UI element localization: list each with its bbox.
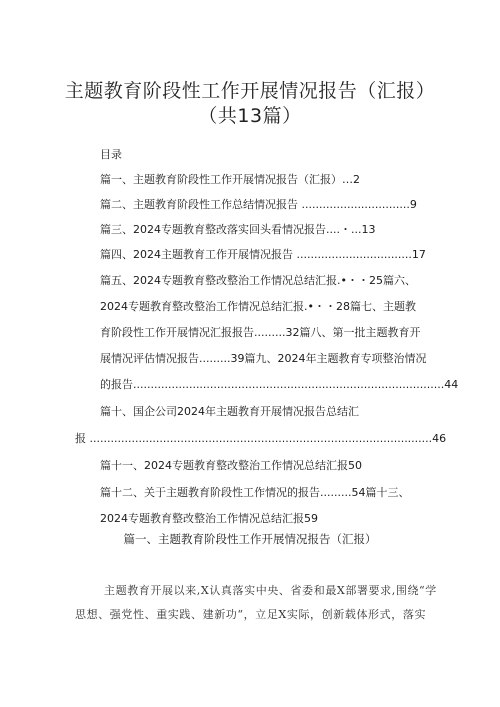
toc-entry[interactable]: 展情况评估情况报告.........39篇九、2024年主题教育专项整治情况 — [100, 352, 427, 365]
toc-entry[interactable]: 育阶段性工作开展情况汇报报告.........32篇八、第一批主题教育开 — [100, 326, 421, 339]
toc-entry[interactable]: 篇三、2024专题教育整改落实回头看情况报告....・...13 — [100, 223, 376, 236]
document-title: 主题教育阶段性工作开展情况报告（汇报） — [64, 80, 436, 102]
toc-entry[interactable]: 2024专题教育整改整治工作情况总结汇报59 — [100, 512, 318, 525]
toc-entry[interactable]: 的报告.........................................................................................44 — [100, 378, 459, 391]
toc-label: 目录 — [100, 148, 122, 161]
section-heading: 篇一、主题教育阶段性工作开展情况报告（汇报） — [123, 532, 377, 546]
toc-entry[interactable]: 篇二、主题教育阶段性工作总结情况报告 ...............................9 — [100, 198, 417, 211]
toc-entry[interactable]: 报 ..................................................................................................46 — [75, 432, 447, 445]
toc-entry[interactable]: 篇十一、2024专题教育整改整治工作情况总结汇报50 — [100, 459, 362, 472]
body-paragraph-line: 思想、强党性、重实践、建新功“，立足X实际，创新载体形式，落实 — [75, 608, 427, 621]
toc-entry[interactable]: 2024专题教育整改整治工作情况总结汇报.•・・28篇七、主题教 — [100, 300, 416, 313]
toc-entry[interactable]: 篇一、主题教育阶段性工作开展情况报告（汇报）…2 — [100, 173, 360, 186]
toc-entry[interactable]: 篇四、2024主题教育工作开展情况报告 .................................17 — [100, 248, 426, 261]
toc-entry[interactable]: 篇十二、关于主题教育阶段性工作情况的报告.........54篇十三、 — [100, 486, 410, 499]
toc-entry[interactable]: 篇十、国企公司2024年主题教育开展情况报告总结汇 — [100, 405, 359, 418]
document-subtitle: （共13篇） — [198, 105, 302, 127]
toc-entry[interactable]: 篇五、2024专题教育整改整治工作情况总结汇报.•・・25篇六、 — [100, 274, 416, 287]
body-paragraph-line: 主题教育开展以来,X认真落实中央、省委和最X部署要求,围绕“学 — [104, 584, 437, 597]
